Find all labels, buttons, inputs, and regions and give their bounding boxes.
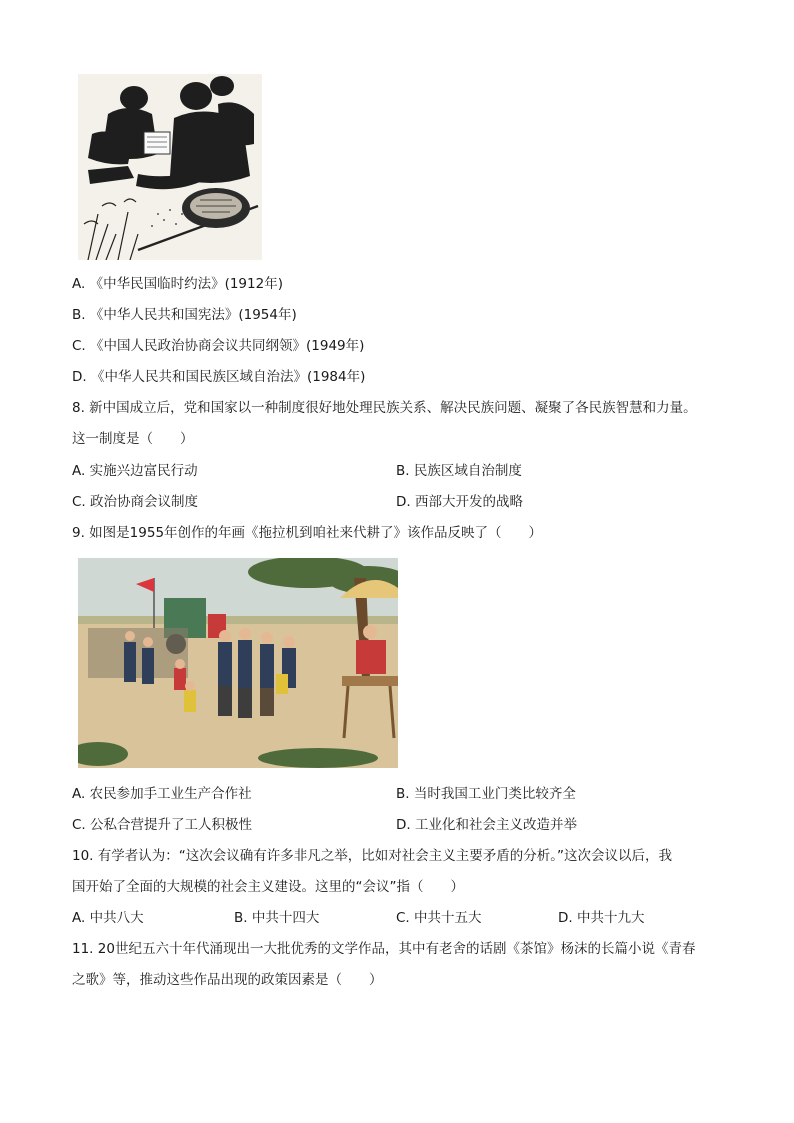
- q9-option-c: C. 公私合营提升了工人积极性: [72, 817, 253, 833]
- q9-new-year-painting: [78, 558, 398, 768]
- q8-stem-line2: 这一制度是（ ）: [72, 431, 194, 447]
- q7-woodcut-illustration: [78, 74, 262, 260]
- q9-option-a: A. 农民参加手工业生产合作社: [72, 786, 252, 802]
- q10-option-c: C. 中共十五大: [396, 910, 482, 926]
- q10-option-b: B. 中共十四大: [234, 910, 320, 926]
- q7-option-a: A. 《中华民国临时约法》(1912年): [72, 276, 283, 292]
- q9-option-d: D. 工业化和社会主义改造并举: [396, 817, 577, 833]
- q7-option-d: D. 《中华人民共和国民族区域自治法》(1984年): [72, 369, 366, 385]
- q7-option-b: B. 《中华人民共和国宪法》(1954年): [72, 307, 297, 323]
- q9-stem: 9. 如图是1955年创作的年画《拖拉机到咱社来代耕了》该作品反映了（ ）: [72, 525, 543, 541]
- q8-option-b: B. 民族区域自治制度: [396, 463, 522, 479]
- q10-stem-line1: 10. 有学者认为：“这次会议确有许多非凡之举，比如对社会主义主要矛盾的分析。”这次会议以后，我: [72, 848, 672, 864]
- q9-option-b: B. 当时我国工业门类比较齐全: [396, 786, 576, 802]
- q10-option-d: D. 中共十九大: [558, 910, 645, 926]
- q10-stem-line2: 国开始了全面的大规模的社会主义建设。这里的“会议”指（ ）: [72, 879, 464, 895]
- q8-stem-line1: 8. 新中国成立后，党和国家以一种制度很好地处理民族关系、解决民族问题、凝聚了各民族智慧和力量。: [72, 400, 697, 416]
- q11-stem-line1: 11. 20世纪五六十年代涌现出一大批优秀的文学作品，其中有老舍的话剧《茶馆》杨沫的长篇小说《青春: [72, 941, 696, 957]
- q8-option-c: C. 政治协商会议制度: [72, 494, 199, 510]
- q8-option-a: A. 实施兴边富民行动: [72, 463, 198, 479]
- q10-option-a: A. 中共八大: [72, 910, 144, 926]
- q7-option-c: C. 《中国人民政治协商会议共同纲领》(1949年): [72, 338, 365, 354]
- q11-stem-line2: 之歌》等，推动这些作品出现的政策因素是（ ）: [72, 972, 383, 988]
- q8-option-d: D. 西部大开发的战略: [396, 494, 523, 510]
